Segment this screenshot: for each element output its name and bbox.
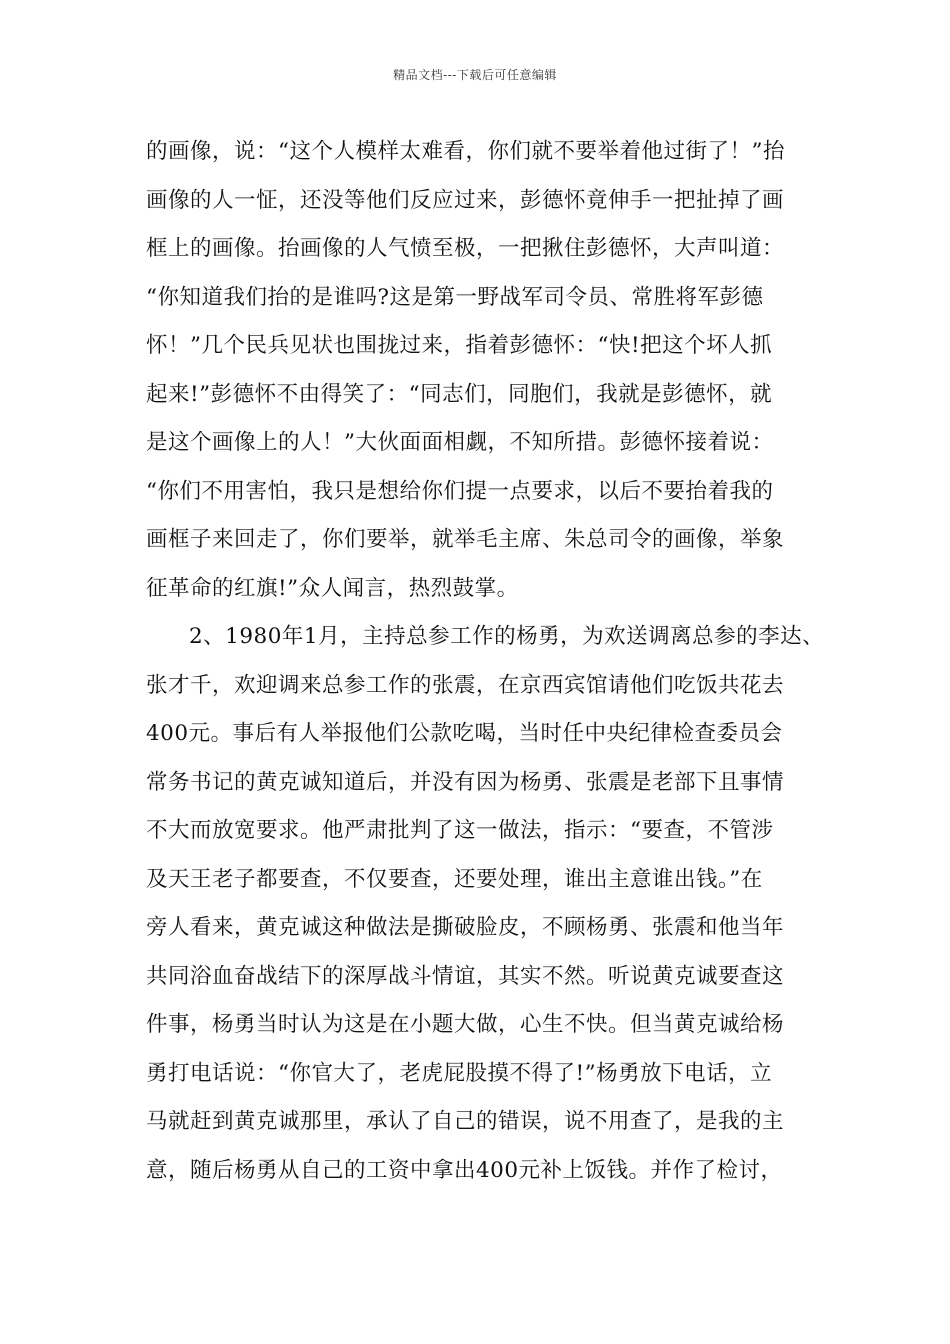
- paragraph-line: 马就赶到黄克诚那里，承认了自己的错误，说不用查了，是我的主: [146, 1109, 785, 1134]
- paragraph-line: 框上的画像。抬画像的人气愤至极，一把揪住彭德怀，大声叫道：: [146, 236, 785, 261]
- paragraph-line: 画框子来回走了，你们要举，就举毛主席、朱总司令的画像，举象: [146, 527, 785, 552]
- paragraph-line: “你知道我们抬的是谁吗?这是第一野战军司令员、常胜将军彭德: [146, 284, 764, 310]
- paragraph-line: 怀！”几个民兵见状也围拢过来，指着彭德怀：“快!把这个坏人抓: [146, 333, 773, 358]
- paragraph-line: 是这个画像上的人！”大伙面面相觑，不知所措。彭德怀接着说：: [146, 430, 774, 455]
- paragraph-line: 及天王老子都要查，不仅要查，还要处理，谁出主意谁出钱。”在: [146, 866, 763, 892]
- paragraph-line: 2、1980年1月，主持总参工作的杨勇，为欢送调离总参的李达、: [189, 624, 825, 649]
- paragraph-line: 征革命的红旗!”众人闻言，热烈鼓掌。: [146, 575, 519, 601]
- paragraph-line: 意，随后杨勇从自己的工资中拿出400元补上饭钱。并作了检讨，: [146, 1157, 783, 1183]
- paragraph-line: 张才千，欢迎调来总参工作的张震，在京西宾馆请他们吃饭共花去: [146, 672, 785, 698]
- page-header: 精品文档---下载后可任意编辑: [393, 68, 557, 82]
- paragraph-1: [146, 128, 808, 613]
- paragraph-2: [146, 613, 825, 1195]
- paragraph-line: 起来!”彭德怀不由得笑了：“同志们，同胞们，我就是彭德怀，就: [146, 381, 773, 407]
- paragraph-line: 的画像，说：“这个人模样太难看，你们就不要举着他过街了！”抬: [146, 139, 785, 164]
- paragraph-line: 400元。事后有人举报他们公款吃喝，当时任中央纪律检查委员会: [146, 721, 783, 746]
- paragraph-line: 旁人看来，黄克诚这种做法是撕破脸皮，不顾杨勇、张震和他当年: [146, 915, 785, 940]
- paragraph-line: “你们不用害怕，我只是想给你们提一点要求，以后不要抬着我的: [146, 478, 774, 504]
- document-body: [146, 128, 825, 1195]
- paragraph-line: 不大而放宽要求。他严肃批判了这一做法，指示：“要查，不管涉: [146, 818, 774, 843]
- paragraph-line: 件事，杨勇当时认为这是在小题大做，心生不快。但当黄克诚给杨: [146, 1012, 785, 1037]
- paragraph-line: 常务书记的黄克诚知道后，并没有因为杨勇、张震是老部下且事情: [146, 769, 785, 795]
- paragraph-line: 共同浴血奋战结下的深厚战斗情谊，其实不然。听说黄克诚要查这: [146, 963, 785, 989]
- paragraph-line: 勇打电话说：“你官大了，老虎屁股摸不得了!”杨勇放下电话，立: [146, 1060, 773, 1086]
- paragraph-line: 画像的人一怔，还没等他们反应过来，彭德怀竟伸手一把扯掉了画: [146, 187, 785, 213]
